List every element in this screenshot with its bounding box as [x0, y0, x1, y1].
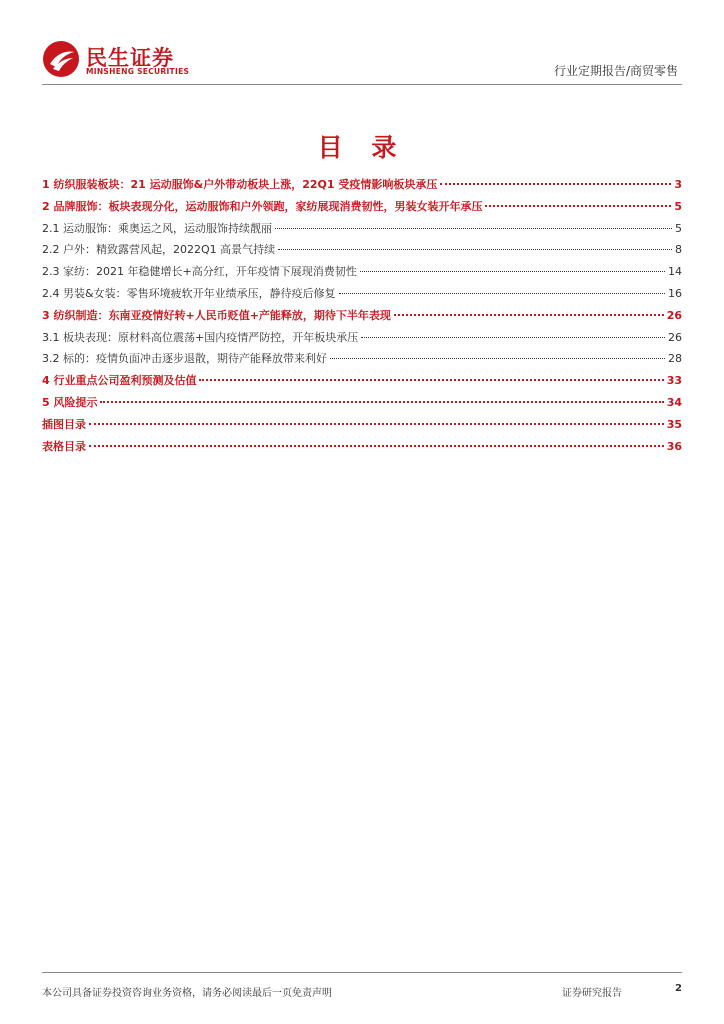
toc-entry-page: 36 [666, 439, 682, 453]
toc-entry-page: 5 [674, 199, 682, 213]
toc-leader-dots [89, 422, 664, 425]
toc-leader-dots [89, 444, 664, 447]
toc-entry[interactable] [42, 370, 682, 392]
footer-disclaimer: 本公司具备证券投资咨询业务资格，请务必阅读最后一页免责声明 [42, 988, 332, 999]
toc-entry-page: 34 [666, 395, 682, 409]
toc-entry[interactable] [42, 283, 682, 305]
toc-entry[interactable] [42, 392, 682, 414]
toc-entry-page: 14 [668, 265, 682, 279]
toc-leader-dots [275, 227, 672, 229]
toc-entry-page: 33 [666, 374, 682, 388]
toc-entry-label: 3 纺织制造：东南亚疫情好转+人民币贬值+产能释放，期待下半年表现 [42, 308, 391, 322]
table-of-contents [42, 174, 682, 457]
header-divider [42, 84, 682, 85]
toc-entry[interactable] [42, 174, 682, 196]
toc-leader-dots [278, 248, 672, 250]
toc-entry[interactable] [42, 414, 682, 436]
toc-entry-label: 2 品牌服饰：板块表现分化，运动服饰和户外领跑，家纺展现消费韧性，男装女装开年承压 [42, 199, 483, 213]
toc-entry-label: 3.1 板块表现：原材料高位震荡+国内疫情严防控，开年板块承压 [42, 330, 359, 344]
toc-leader-dots [440, 182, 671, 185]
toc-entry[interactable] [42, 327, 682, 349]
toc-leader-dots [485, 204, 671, 207]
page-title: 目 录 [317, 133, 407, 162]
toc-leader-dots [360, 270, 665, 272]
brand-name-cn: 民生证券 [86, 46, 174, 70]
toc-entry-page: 28 [668, 352, 682, 366]
footer-doc-type: 证券研究报告 [562, 988, 622, 999]
toc-entry-label: 2.3 家纺：2021 年稳健增长+高分红，开年疫情下展现消费韧性 [42, 265, 357, 279]
toc-entry[interactable] [42, 239, 682, 261]
report-type: 行业定期报告/商贸零售 [553, 64, 678, 78]
toc-entry-label: 2.4 男装&女装：零售环境疲软开年业绩承压，静待疫后修复 [42, 286, 336, 300]
toc-entry-page: 26 [668, 330, 682, 344]
toc-entry-label: 1 纺织服装板块：21 运动服饰&户外带动板块上涨，22Q1 受疫情影响板块承压 [42, 178, 438, 191]
toc-entry[interactable] [42, 196, 682, 218]
toc-entry[interactable] [42, 436, 682, 458]
page-number: 2 [675, 983, 682, 994]
toc-entry-label: 5 风险提示 [42, 395, 98, 409]
toc-entry-page: 5 [675, 221, 682, 235]
toc-leader-dots [330, 357, 665, 359]
minsheng-logo-icon [42, 40, 80, 78]
toc-leader-dots [361, 336, 665, 338]
page-header [42, 40, 682, 84]
toc-leader-dots [339, 292, 665, 294]
toc-entry-label: 表格目录 [42, 439, 86, 453]
toc-entry-page: 16 [668, 286, 682, 300]
toc-entry-label: 2.1 运动服饰：乘奥运之风，运动服饰持续靓丽 [42, 221, 272, 235]
toc-entry-label: 3.2 标的：疫情负面冲击逐步退散，期待产能释放带来利好 [42, 352, 327, 366]
toc-entry[interactable] [42, 261, 682, 283]
toc-entry[interactable] [42, 305, 682, 327]
toc-leader-dots [199, 378, 663, 381]
toc-entry-label: 插图目录 [42, 417, 86, 431]
toc-leader-dots [394, 313, 664, 316]
toc-entry-page: 35 [666, 417, 682, 431]
toc-entry[interactable] [42, 218, 682, 240]
toc-entry[interactable] [42, 348, 682, 370]
toc-entry-label: 4 行业重点公司盈利预测及估值 [42, 374, 197, 388]
brand-name-en: MINSHENG SECURITIES [86, 67, 190, 76]
toc-entry-page: 26 [666, 308, 682, 322]
toc-entry-page: 8 [675, 243, 682, 257]
toc-entry-page: 3 [674, 178, 682, 191]
toc-entry-label: 2.2 户外：精致露营风起，2022Q1 高景气持续 [42, 243, 276, 257]
footer-divider [42, 972, 682, 973]
toc-leader-dots [100, 400, 663, 403]
